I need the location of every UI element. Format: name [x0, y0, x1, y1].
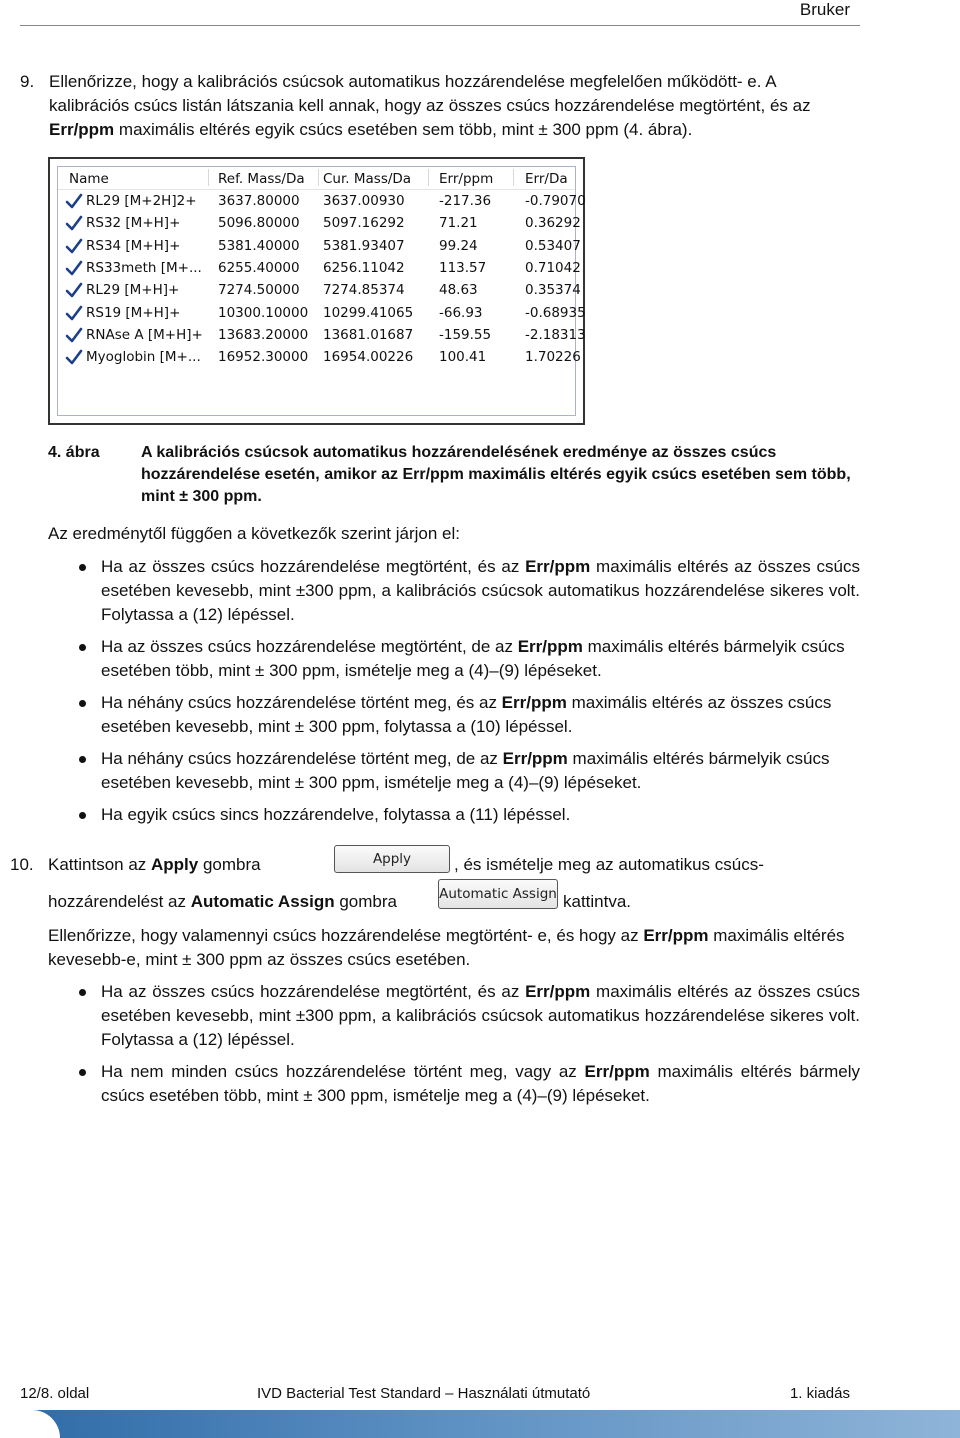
checkmark-icon[interactable] [65, 193, 83, 209]
bullet-icon [79, 756, 86, 763]
result-list-1 [48, 555, 860, 835]
list-item: Ha az összes csúcs hozzárendelése megtörtént, és az Err/ppm maximális eltérés az összes csúcs esetében kevesebb, mint ±300 ppm, a kalibrációs csúcsok automatikus hozzárendelése sikeres volt. Folytassa a (12) lépéssel. [48, 555, 860, 627]
step-10-check-text: Ellenőrizze, hogy valamennyi csúcs hozzárendelése megtörtént- e, és hogy az Err/ppm maximális eltérés kevesebb-e, mint ± 300 ppm az összes csúcs esetében. [48, 926, 845, 969]
checkmark-icon[interactable] [65, 260, 83, 276]
err-da: 0.35374 [525, 282, 581, 299]
caption-text: A kalibrációs csúcsok automatikus hozzárendelésének eredménye az összes csúcs hozzárendelése esetén, amikor az Err/ppm maximális eltérés egyik csúcs esetében sem több, mint ± 300 ppm. [141, 444, 851, 505]
peak-name: Myoglobin [M+... [86, 349, 201, 366]
ref-mass: 5096.80000 [218, 215, 300, 232]
err-ppm: -217.36 [439, 193, 492, 209]
footer-edition: 1. kiadás [789, 1385, 850, 1402]
column-header-cur-mass[interactable]: Cur. Mass/Da [323, 171, 412, 187]
peak-row[interactable] [58, 349, 581, 371]
checkmark-icon[interactable] [65, 349, 83, 365]
ref-mass: 10300.10000 [218, 304, 309, 321]
err-ppm: 113.57 [439, 259, 487, 276]
cur-mass: 5381.93407 [323, 237, 405, 254]
step-10-line-2: hozzárendelést az Automatic Assign gombra kattintva. [48, 892, 632, 911]
peak-row[interactable] [58, 193, 586, 215]
cur-mass: 6256.11042 [323, 259, 405, 276]
peak-row[interactable] [58, 237, 581, 260]
err-da: 0.53407 [525, 237, 581, 254]
cur-mass: 3637.00930 [323, 193, 405, 209]
brand-name: Bruker [799, 0, 850, 19]
cur-mass: 5097.16292 [323, 215, 405, 232]
list-item: Ha az összes csúcs hozzárendelése megtörtént, de az Err/ppm maximális eltérés bármelyik csúcs esetében több, mint ± 300 ppm, ismételje meg a (4)–(9) lépéseket. [48, 635, 860, 683]
err-da: 1.70226 [525, 349, 581, 366]
list-item: Ha néhány csúcs hozzárendelése történt meg, de az Err/ppm maximális eltérés bármelyik csúcs esetében kevesebb, mint ± 300 ppm, ismételje meg a (4)–(9) lépéseket. [48, 747, 860, 795]
figure-caption [48, 442, 860, 508]
cur-mass: 10299.41065 [323, 304, 414, 321]
ref-mass: 16952.30000 [218, 349, 309, 366]
ref-mass: 13683.20000 [218, 326, 309, 343]
grid-header [58, 167, 575, 190]
cur-mass: 16954.00226 [323, 349, 414, 366]
calibration-peak-list-figure [48, 157, 585, 425]
err-da: 0.36292 [525, 215, 581, 232]
column-header-name[interactable]: Name [69, 171, 109, 187]
checkmark-icon[interactable] [65, 238, 83, 254]
err-da: -2.18313 [525, 326, 586, 343]
column-header-ref-mass[interactable]: Ref. Mass/Da [218, 171, 305, 187]
peak-name: RS32 [M+H]+ [86, 215, 181, 232]
footer-color-bar [0, 1410, 960, 1438]
automatic-assign-button[interactable]: Automatic Assign [438, 879, 558, 909]
ref-mass: 5381.40000 [218, 237, 300, 254]
err-da: -0.79070 [525, 193, 586, 209]
peak-list-grid [57, 166, 586, 416]
peak-name: RL29 [M+H]+ [86, 282, 180, 299]
err-ppm: 48.63 [439, 282, 478, 299]
column-header-err-da[interactable]: Err/Da [525, 171, 568, 187]
peak-name: RL29 [M+2H]2+ [86, 193, 197, 209]
list-item: Ha nem minden csúcs hozzárendelése történt meg, vagy az Err/ppm maximális eltérés bármely csúcs esetében több, mint ± 300 ppm, ismételje meg a (4)–(9) lépéseket. [48, 1060, 860, 1108]
peak-row[interactable] [58, 282, 581, 304]
footer-title: IVD Bacterial Test Standard – Használati útmutató [257, 1385, 591, 1402]
checkmark-icon[interactable] [65, 305, 83, 321]
ref-mass: 3637.80000 [218, 193, 300, 209]
list-item: Ha néhány csúcs hozzárendelése történt meg, és az Err/ppm maximális eltérés az összes csúcs esetében kevesebb, mint ± 300 ppm, folytassa a (10) lépéssel. [48, 691, 860, 739]
bullet-icon [79, 1069, 86, 1076]
ref-mass: 6255.40000 [218, 259, 300, 276]
step-number: 9. [20, 72, 35, 91]
cur-mass: 7274.85374 [323, 282, 405, 299]
peak-row[interactable] [58, 326, 586, 349]
bullet-icon [79, 700, 86, 707]
list-item: Ha az összes csúcs hozzárendelése megtörtént, és az Err/ppm maximális eltérés az összes csúcs esetében kevesebb, mint ±300 ppm, a kalibrációs csúcsok automatikus hozzárendelése sikeres volt. Folytassa a (12) lépéssel. [48, 980, 860, 1052]
err-da: 0.71042 [525, 259, 581, 276]
bullet-icon [79, 644, 86, 651]
peak-name: RNAse A [M+H]+ [86, 326, 203, 343]
step-9-text: Ellenőrizze, hogy a kalibrációs csúcsok automatikus hozzárendelése megfelelően működött- e. A kalibrációs csúcs listán látszania kell annak, hogy az összes csúcs hozzárendelése megtörtént, és az Err/ppm maximális eltérés egyik csúcs esetében sem több, mint ± 300 ppm (4. ábra). [49, 72, 811, 139]
column-header-err-ppm[interactable]: Err/ppm [439, 171, 494, 187]
cur-mass: 13681.01687 [323, 326, 414, 343]
checkmark-icon[interactable] [65, 327, 83, 343]
header-divider [20, 25, 860, 26]
err-ppm: 100.41 [439, 349, 487, 366]
step-9 [20, 70, 860, 142]
bullet-icon [79, 564, 86, 571]
peak-row[interactable] [58, 259, 581, 282]
bullet-icon [79, 812, 86, 819]
list-item: Ha egyik csúcs sincs hozzárendelve, folytassa a (11) lépéssel. [48, 803, 860, 827]
err-ppm: -159.55 [439, 326, 492, 343]
err-ppm: 71.21 [439, 215, 478, 232]
step-10-number: 10. [10, 855, 34, 874]
ref-mass: 7274.50000 [218, 282, 300, 299]
footer-page-number: 12/8. oldal [20, 1385, 90, 1402]
err-ppm: 99.24 [439, 237, 478, 254]
apply-button[interactable]: Apply [334, 845, 450, 873]
checkmark-icon[interactable] [65, 282, 83, 298]
intro-text: Az eredménytől függően a következők szerint járjon el: [48, 524, 461, 543]
bullet-icon [79, 989, 86, 996]
caption-label: 4. ábra [48, 444, 100, 461]
checkmark-icon[interactable] [65, 215, 83, 231]
peak-name: RS33meth [M+... [86, 259, 202, 276]
peak-row[interactable] [58, 215, 581, 237]
peak-name: RS19 [M+H]+ [86, 304, 181, 321]
err-da: -0.68935 [525, 304, 586, 321]
err-ppm: -66.93 [439, 304, 483, 321]
step-10-line-1: Kattintson az Apply gombra , és ismételje meg az automatikus csúcs- [48, 855, 764, 874]
result-list-2 [48, 980, 860, 1116]
peak-name: RS34 [M+H]+ [86, 237, 181, 254]
peak-row[interactable] [58, 304, 586, 327]
